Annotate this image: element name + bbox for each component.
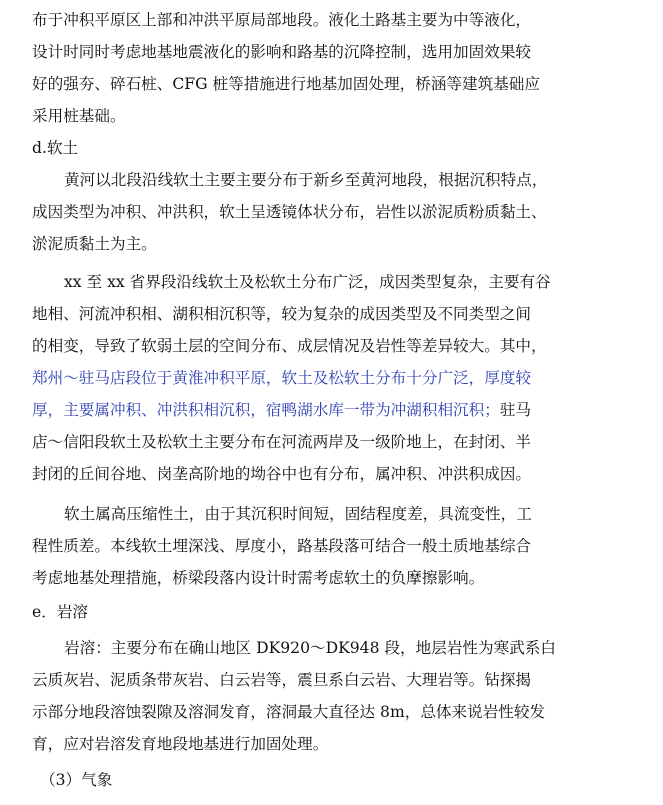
paragraph-line: 黄河以北段沿线软土主要主要分布于新乡至黄河地段，根据沉积特点，	[64, 171, 548, 189]
paragraph-line: 的相变，导致了软弱土层的空间分布、成层情况及岩性等差异较大。其中，	[32, 337, 547, 355]
paragraph-line: 软土属高压缩性土，由于其沉积时间短，固结程度差，具流变性，工	[64, 505, 532, 523]
paragraph-line: 成因类型为冲积、冲洪积，软土呈透镜体状分布，岩性以淤泥质粉质黏土、	[32, 203, 547, 221]
paragraph-line: 示部分地段溶蚀裂隙及溶洞发育，溶洞最大直径达 8m，总体来说岩性较发	[32, 703, 546, 721]
paragraph-line: 采用桩基础。	[32, 107, 126, 125]
paragraph-line: 程性质差。本线软土埋深浅、厚度小，路基段落可结合一般土质地基综合	[32, 537, 532, 555]
highlighted-line: 郑州～驻马店段位于黄淮冲积平原，软土及松软土分布十分广泛，厚度较	[32, 369, 532, 387]
paragraph-line: 设计时同时考虑地基地震液化的影响和路基的沉降控制，选用加固效果较	[32, 43, 532, 61]
section-heading-d: d.软土	[32, 139, 79, 157]
paragraph-line: 店～信阳段软土及松软土主要分布在河流两岸及一级阶地上，在封闭、半	[32, 433, 532, 451]
paragraph-line: 岩溶：主要分布在确山地区 DK920～DK948 段，地层岩性为寒武系白	[64, 639, 556, 657]
paragraph-line: 好的强夯、碎石桩、CFG 桩等措施进行地基加固处理，桥涵等建筑基础应	[32, 75, 540, 93]
paragraph-line: 封闭的丘间谷地、岗垄高阶地的坳谷中也有分布，属冲积、冲洪积成因。	[32, 465, 532, 483]
paragraph-line: 云质灰岩、泥质条带灰岩、白云岩等，震旦系白云岩、大理岩等。钻探揭	[32, 671, 532, 689]
section-heading-3: （3）气象	[40, 771, 113, 789]
paragraph-line: 淤泥质黏土为主。	[32, 235, 157, 253]
highlighted-line-mixed: 厚，主要属冲积、冲洪积相沉积，宿鸭湖水库一带为冲湖积相沉积；驻马	[32, 401, 532, 419]
paragraph-line: 布于冲积平原区上部和冲洪平原局部地段。液化土路基主要为中等液化，	[32, 11, 532, 29]
paragraph-line: 考虑地基处理措施，桥梁段落内设计时需考虑软土的负摩擦影响。	[32, 569, 485, 587]
section-heading-e: e．岩溶	[32, 603, 89, 621]
paragraph-line: xx 至 xx 省界段沿线软土及松软土分布广泛，成因类型复杂，主要有谷	[64, 273, 551, 291]
paragraph-line: 育，应对岩溶发育地段地基进行加固处理。	[32, 735, 329, 753]
paragraph-line: 地相、河流冲积相、湖积相沉积等，较为复杂的成因类型及不同类型之间	[32, 305, 532, 323]
